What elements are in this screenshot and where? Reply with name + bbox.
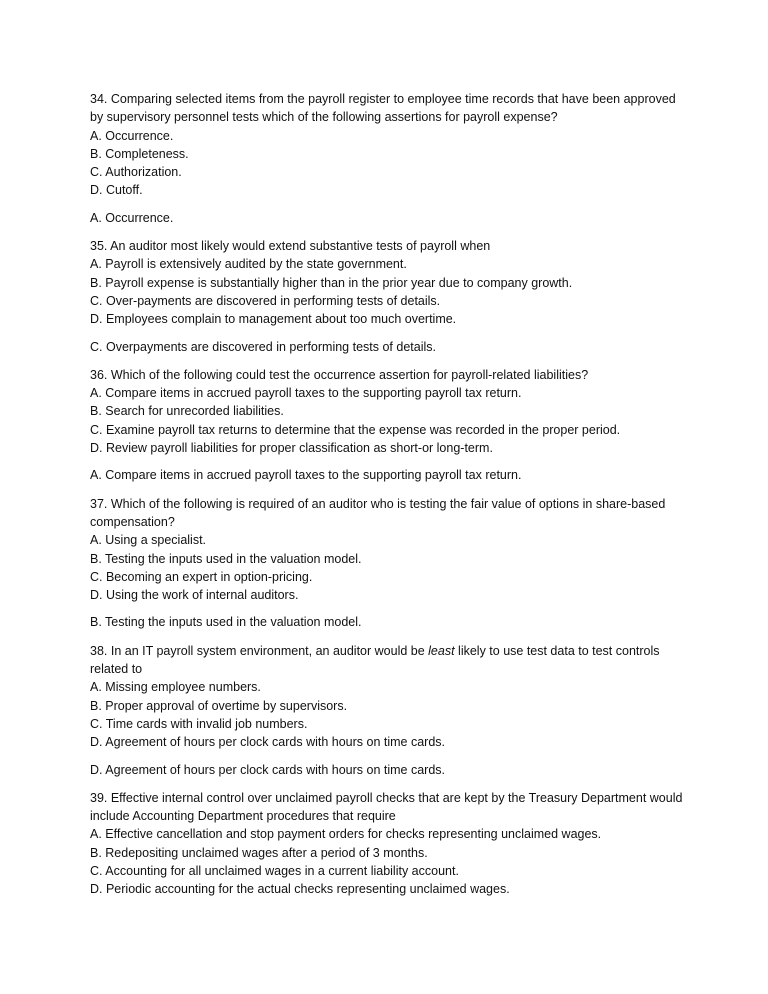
option-d: D. Agreement of hours per clock cards with hours on time cards. (90, 735, 446, 750)
option-a: A. Using a specialist. (90, 533, 207, 548)
option-d: D. Periodic accounting for the actual checks representing unclaimed wages. (90, 882, 510, 897)
option-c: C. Accounting for all unclaimed wages in a current liability account. (90, 863, 459, 878)
question-stem: 39. Effective internal control over unclaimed payroll checks that are kept by the Treasury Department would include Accounting Department procedures that require (90, 790, 683, 824)
question-stem-start: 38. In an IT payroll system environment, an auditor would be (90, 643, 429, 658)
answer-35: C. Overpayments are discovered in performing tests of details. (90, 339, 436, 354)
option-c: C. Authorization. (90, 165, 182, 180)
option-b: B. Search for unrecorded liabilities. (90, 404, 284, 419)
answer-36: A. Compare items in accrued payroll taxes to the supporting payroll tax return. (90, 468, 522, 483)
question-39 (90, 789, 690, 899)
option-c: C. Over-payments are discovered in performing tests of details. (90, 293, 441, 308)
question-stem: 35. An auditor most likely would extend substantive tests of payroll when (90, 239, 491, 254)
question-36 (90, 366, 690, 457)
answer-37: B. Testing the inputs used in the valuation model. (90, 615, 362, 630)
option-a: A. Effective cancellation and stop payment orders for checks representing unclaimed wages. (90, 827, 602, 842)
option-b: B. Proper approval of overtime by supervisors. (90, 698, 348, 713)
answer-38: D. Agreement of hours per clock cards with hours on time cards. (90, 762, 446, 777)
option-b: B. Testing the inputs used in the valuation model. (90, 551, 362, 566)
option-d: D. Employees complain to management about too much overtime. (90, 312, 457, 327)
document-page (90, 90, 690, 908)
option-b: B. Completeness. (90, 146, 189, 161)
question-stem: 36. Which of the following could test the occurrence assertion for payroll-related liabilities? (90, 367, 589, 382)
option-d: D. Review payroll liabilities for proper classification as short-or long-term. (90, 441, 493, 456)
option-c: C. Becoming an expert in option-pricing. (90, 569, 313, 584)
answer-34: A. Occurrence. (90, 210, 174, 225)
option-d: D. Using the work of internal auditors. (90, 588, 299, 603)
option-a: A. Occurrence. (90, 128, 174, 143)
option-a: A. Payroll is extensively audited by the state government. (90, 257, 407, 272)
question-35 (90, 237, 690, 328)
option-b: B. Payroll expense is substantially higher than in the prior year due to company growth. (90, 275, 573, 290)
option-b: B. Redepositing unclaimed wages after a period of 3 months. (90, 845, 428, 860)
question-38 (90, 642, 690, 752)
option-c: C. Examine payroll tax returns to determine that the expense was recorded in the proper period. (90, 422, 621, 437)
question-37 (90, 495, 690, 605)
question-stem: 37. Which of the following is required of an auditor who is testing the fair value of options in share-based compensation? (90, 496, 666, 529)
option-c: C. Time cards with invalid job numbers. (90, 716, 308, 731)
question-stem: 34. Comparing selected items from the payroll register to employee time records that have been approved by supervisory personnel tests which of the following assertions for payroll expense? (90, 92, 676, 125)
question-stem-end: likely to use test data to test controls related to (90, 643, 660, 677)
question-34 (90, 90, 690, 200)
question-stem-emphasis: least (428, 643, 455, 658)
option-d: D. Cutoff. (90, 183, 143, 198)
question-stem (90, 642, 690, 679)
option-a: A. Missing employee numbers. (90, 680, 261, 695)
option-a: A. Compare items in accrued payroll taxes to the supporting payroll tax return. (90, 386, 522, 401)
